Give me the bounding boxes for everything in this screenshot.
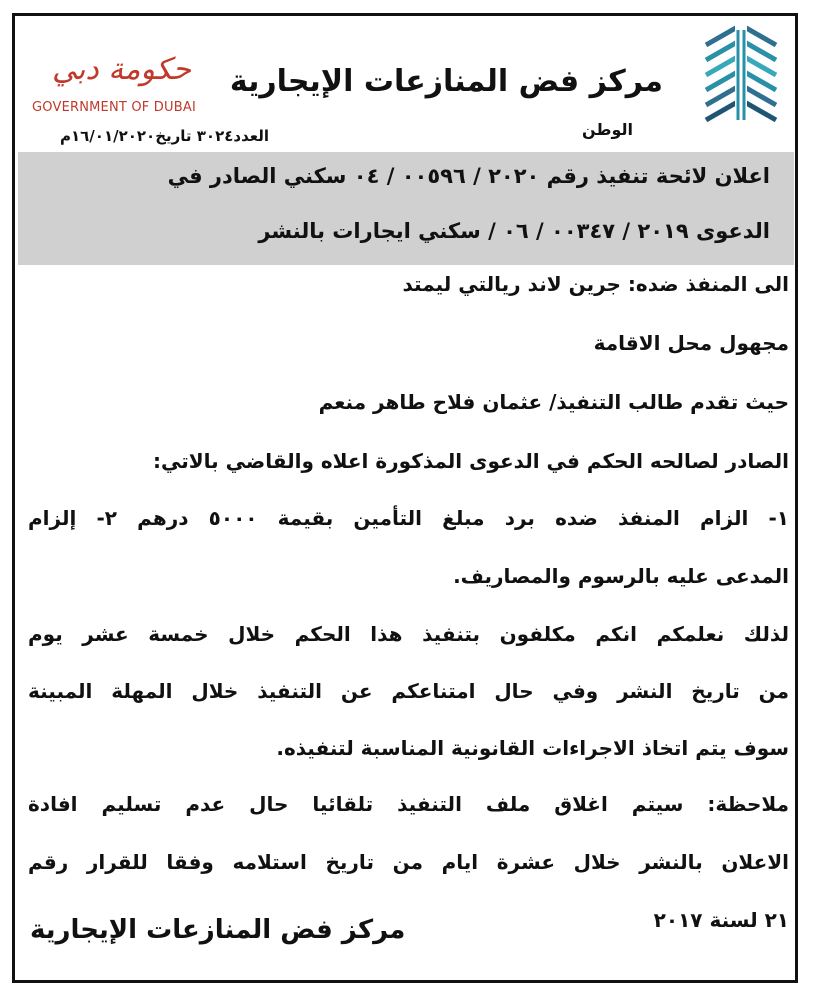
- banner-line-1: اعلان لائحة تنفيذ رقم ٢٠٢٠ / ٠٠٥٩٦ / ٠٤ سكني الصادر في: [167, 164, 770, 188]
- body-line: الى المنفذ ضده: جرين لاند ريالتي ليمتد: [402, 272, 789, 296]
- issue-date: العدد٣٠٢٤ تاريخ١٦/٠١/٢٠٢٠م: [60, 127, 270, 145]
- page-title: مركز فض المنازعات الإيجارية: [229, 64, 663, 99]
- body-line: الصادر لصالحه الحكم في الدعوى المذكورة اعلاه والقاضي بالاتي:: [153, 449, 789, 473]
- body-line: ١- الزام المنفذ ضده برد مبلغ التأمين بقيمة ٥٠٠٠ درهم ٢- إلزام: [28, 506, 789, 530]
- gov-logo-english: GOVERNMENT OF DUBAI: [32, 100, 196, 115]
- body-line: لذلك نعلمكم انكم مكلفون بتنفيذ هذا الحكم خلال خمسة عشر يوم: [28, 622, 789, 646]
- body-line: الاعلان بالنشر خلال عشرة ايام من تاريخ استلامه وفقا للقرار رقم: [28, 850, 789, 874]
- body-line: سوف يتم اتخاذ الاجراءات القانونية المناسبة لتنفيذه.: [276, 736, 789, 760]
- body-line: ملاحظة: سيتم اغلاق ملف التنفيذ تلقائيا حال عدم تسليم افادة: [28, 792, 789, 816]
- gov-logo-arabic: حكومة دبي: [52, 52, 192, 87]
- notice-banner: [18, 152, 794, 265]
- newspaper-name: الوطن: [582, 120, 633, 139]
- body-line: ٢١ لسنة ٢٠١٧: [653, 908, 789, 932]
- body-line: المدعى عليه بالرسوم والمصاريف.: [453, 564, 789, 588]
- banner-line-2: الدعوى ٢٠١٩ / ٠٠٣٤٧ / ٠٦ / سكني ايجارات بالنشر: [258, 219, 770, 243]
- body-line: من تاريخ النشر وفي حال امتناعكم عن التنفيذ خلال المهلة المبينة: [28, 679, 789, 703]
- rental-disputes-center-logo: [691, 20, 791, 130]
- footer-signature: مركز فض المنازعات الإيجارية: [30, 915, 406, 945]
- body-line: مجهول محل الاقامة: [593, 331, 789, 355]
- body-line: حيث تقدم طالب التنفيذ/ عثمان فلاح طاهر منعم: [318, 390, 789, 414]
